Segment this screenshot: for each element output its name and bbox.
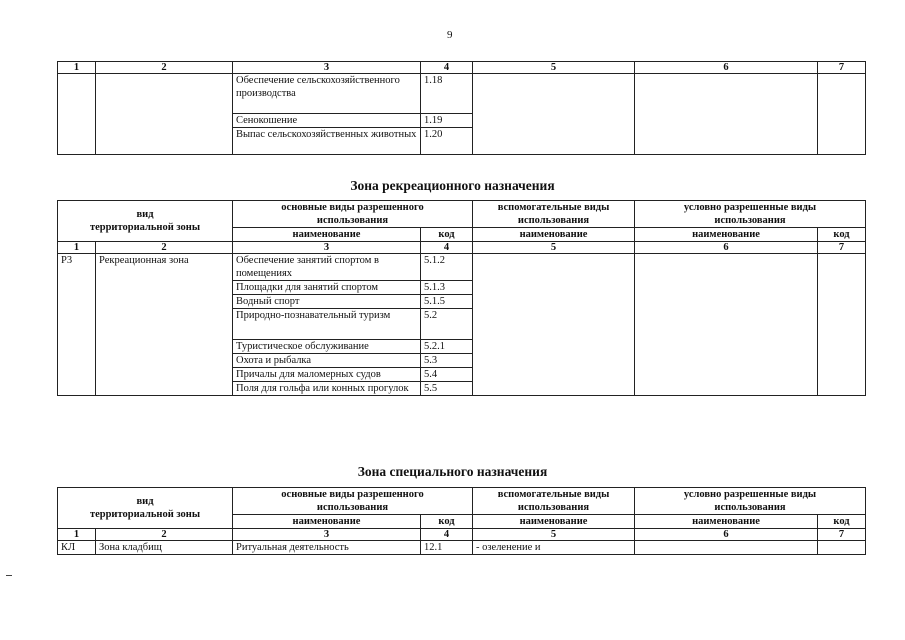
subheader-code: код [421, 228, 473, 242]
use-code: 5.1.2 [421, 254, 473, 281]
use-name: Природно-познавательный туризм [233, 309, 421, 340]
cond-code-cell [818, 254, 866, 396]
page-number: 9 [447, 29, 453, 41]
header-zone-type [58, 488, 233, 529]
header-zone-type [58, 201, 233, 242]
subheader-name: наименование [473, 228, 635, 242]
use-name: Обеспечение сельскохозяйственного производства [233, 74, 421, 114]
col-num: 1 [58, 62, 96, 74]
col-num: 2 [96, 242, 233, 254]
aux-uses-cell: - озеленение и [473, 541, 635, 555]
header-aux-uses [473, 488, 635, 515]
col-num: 4 [421, 529, 473, 541]
header-vid: вид [136, 496, 154, 507]
col-num: 2 [96, 62, 233, 74]
col-num: 7 [818, 529, 866, 541]
subheader-name: наименование [635, 515, 818, 529]
use-name: Ритуальная деятельность [233, 541, 421, 555]
zone-code-cell [58, 74, 96, 155]
zone-code: Р3 [58, 254, 96, 396]
header-main-uses-line1: основные виды разрешенного [281, 202, 424, 213]
header-territorial-zone: территориальной зоны [89, 509, 201, 520]
use-code: 1.19 [421, 114, 473, 128]
section-title-recreation: Зона рекреационного назначения [350, 178, 555, 193]
header-main-uses [233, 201, 473, 228]
use-name: Выпас сельскохозяйственных животных [233, 128, 421, 155]
section-title-special: Зона специального назначения [357, 464, 548, 479]
subheader-name: наименование [233, 515, 421, 529]
use-name: Сенокошение [233, 114, 421, 128]
col-num: 4 [421, 62, 473, 74]
col-num: 4 [421, 242, 473, 254]
header-main-uses-line2: использования [316, 502, 389, 513]
use-code: 5.4 [421, 368, 473, 382]
col-num: 6 [635, 242, 818, 254]
zone-name-cell [96, 74, 233, 155]
cond-uses-cell [635, 541, 818, 555]
use-code: 5.1.5 [421, 295, 473, 309]
subheader-name: наименование [473, 515, 635, 529]
recreation-zone-table [57, 200, 866, 396]
subheader-code: код [421, 515, 473, 529]
header-aux-uses-line2: использования [517, 502, 590, 513]
col-num: 5 [473, 529, 635, 541]
table-row [58, 254, 866, 281]
col-num: 6 [635, 62, 818, 74]
use-code: 1.20 [421, 128, 473, 155]
col-num: 5 [473, 62, 635, 74]
cond-code-cell [818, 74, 866, 155]
use-name: Причалы для маломерных судов [233, 368, 421, 382]
column-number-row [58, 529, 866, 541]
use-code: 5.2 [421, 309, 473, 340]
zone-name: Зона кладбищ [96, 541, 233, 555]
use-code: 5.3 [421, 354, 473, 368]
use-name: Охота и рыбалка [233, 354, 421, 368]
aux-uses-cell [473, 74, 635, 155]
use-name: Водный спорт [233, 295, 421, 309]
cond-uses-cell [635, 74, 818, 155]
use-code: 5.5 [421, 382, 473, 396]
header-cond-uses-line2: использования [714, 215, 786, 226]
col-num: 7 [818, 62, 866, 74]
use-name: Обеспечение занятий спортом в помещениях [233, 254, 421, 281]
cond-uses-cell [635, 254, 818, 396]
header-aux-uses-line1: вспомогательные виды [497, 202, 610, 213]
header-main-uses-line1: основные виды разрешенного [281, 489, 424, 500]
column-number-row [58, 242, 866, 254]
header-cond-uses-line1: условно разрешенные виды [683, 489, 817, 500]
header-aux-uses [473, 201, 635, 228]
header-aux-uses-line1: вспомогательные виды [497, 489, 610, 500]
header-vid: вид [136, 209, 154, 220]
header-row [58, 201, 866, 228]
header-main-uses-line2: использования [316, 215, 389, 226]
header-territorial-zone: территориальной зоны [89, 222, 201, 233]
use-name: Поля для гольфа или конных прогулок [233, 382, 421, 396]
col-num: 5 [473, 242, 635, 254]
subheader-name: наименование [233, 228, 421, 242]
header-row [58, 488, 866, 515]
zone-code: КЛ [58, 541, 96, 555]
col-num: 3 [233, 242, 421, 254]
col-num: 1 [58, 529, 96, 541]
special-zone-table [57, 487, 866, 555]
subheader-code: код [818, 228, 866, 242]
col-num: 7 [818, 242, 866, 254]
header-main-uses [233, 488, 473, 515]
col-num: 2 [96, 529, 233, 541]
use-name: Площадки для занятий спортом [233, 281, 421, 295]
col-num: 1 [58, 242, 96, 254]
header-aux-uses-line2: использования [517, 215, 590, 226]
continuation-table [57, 61, 866, 155]
table-row [58, 541, 866, 555]
col-num: 3 [233, 529, 421, 541]
use-code: 12.1 [421, 541, 473, 555]
zone-name: Рекреационная зона [96, 254, 233, 396]
use-code: 1.18 [421, 74, 473, 114]
header-cond-uses [635, 488, 866, 515]
aux-uses-cell [473, 254, 635, 396]
use-code: 5.2.1 [421, 340, 473, 354]
use-code: 5.1.3 [421, 281, 473, 295]
column-number-row [58, 62, 866, 74]
col-num: 3 [233, 62, 421, 74]
margin-mark [6, 575, 12, 576]
header-cond-uses [635, 201, 866, 228]
table-row [58, 74, 866, 114]
header-cond-uses-line2: использования [714, 502, 786, 513]
subheader-name: наименование [635, 228, 818, 242]
use-name: Туристическое обслуживание [233, 340, 421, 354]
col-num: 6 [635, 529, 818, 541]
cond-code-cell [818, 541, 866, 555]
subheader-code: код [818, 515, 866, 529]
header-cond-uses-line1: условно разрешенные виды [683, 202, 817, 213]
